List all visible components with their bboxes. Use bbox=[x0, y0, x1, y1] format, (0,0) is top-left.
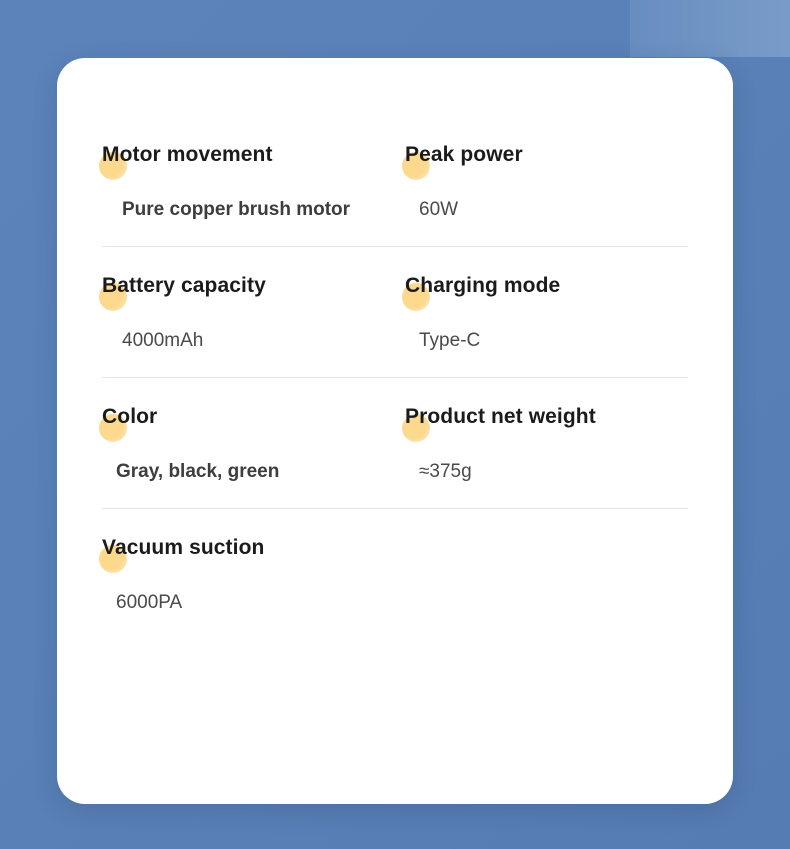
spec-row bbox=[102, 246, 688, 377]
top-banner-dark bbox=[207, 0, 630, 57]
spec-value: 6000PA bbox=[116, 592, 183, 613]
spec-label: Motor movement bbox=[102, 143, 273, 166]
spec-label: Peak power bbox=[405, 143, 523, 166]
spec-value: Gray, black, green bbox=[116, 461, 280, 482]
spec-cell-motor-movement bbox=[102, 142, 395, 222]
spec-cell-empty bbox=[395, 535, 688, 615]
spec-row bbox=[102, 142, 688, 246]
spec-grid bbox=[57, 58, 733, 804]
spec-value: Type-C bbox=[419, 330, 481, 351]
spec-card bbox=[57, 58, 733, 804]
spec-value: ≈375g bbox=[419, 461, 472, 482]
spec-cell-peak-power bbox=[395, 142, 688, 222]
spec-value: Pure copper brush motor bbox=[122, 199, 351, 220]
spec-value: 4000mAh bbox=[122, 330, 204, 351]
spec-label: Color bbox=[102, 405, 158, 428]
spec-row bbox=[102, 508, 688, 625]
spec-label: Vacuum suction bbox=[102, 536, 265, 559]
spec-label: Charging mode bbox=[405, 274, 561, 297]
spec-row bbox=[102, 377, 688, 508]
spec-cell-color bbox=[102, 404, 395, 484]
spec-label: Product net weight bbox=[405, 405, 596, 428]
spec-label: Battery capacity bbox=[102, 274, 266, 297]
spec-value: 60W bbox=[419, 199, 459, 220]
spec-cell-product-net-weight bbox=[395, 404, 688, 484]
spec-cell-battery-capacity bbox=[102, 273, 395, 353]
spec-cell-charging-mode bbox=[395, 273, 688, 353]
top-banner-light bbox=[630, 0, 790, 57]
spec-cell-vacuum-suction bbox=[102, 535, 395, 615]
